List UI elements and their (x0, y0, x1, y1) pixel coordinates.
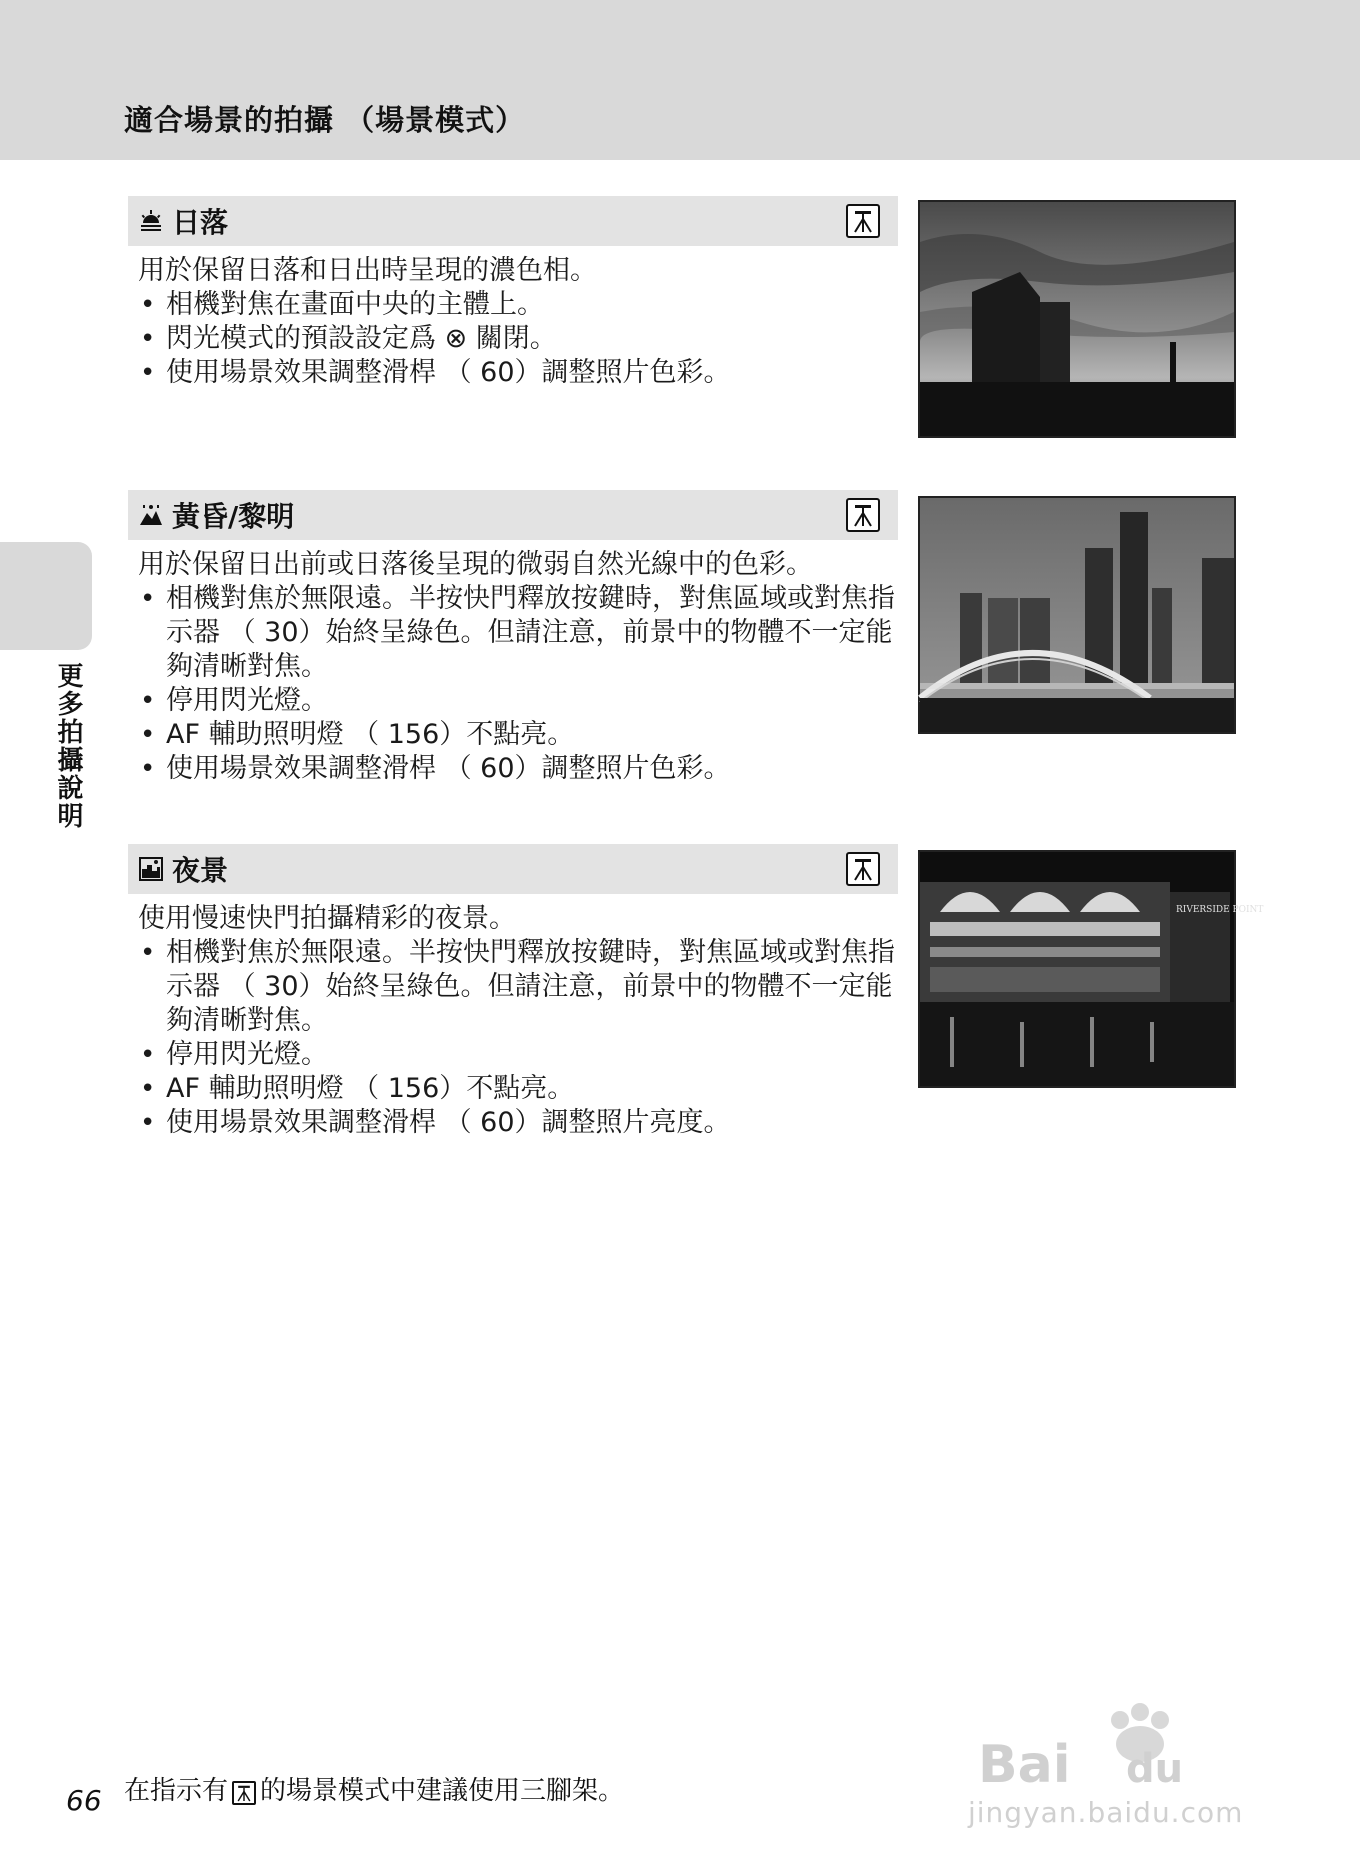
section-header (128, 844, 898, 894)
list-item: • 使用場景效果調整滑桿 （ 60）調整照片色彩。 (138, 356, 898, 390)
list-item: • 停用閃光燈。 (138, 1038, 898, 1072)
list-item: • 停用閃光燈。 (138, 684, 898, 718)
bullet-list (138, 936, 898, 1140)
section-body (128, 902, 898, 1140)
section-intro: 使用慢速快門拍攝精彩的夜景。 (138, 903, 516, 934)
section-dusk-dawn (128, 490, 898, 786)
section-intro: 用於保留日出前或日落後呈現的微弱自然光線中的色彩。 (138, 549, 813, 580)
section-body (128, 548, 898, 786)
list-item: • 閃光模式的預設設定爲 ⊗ 關閉。 (138, 322, 898, 356)
side-tab-label: 更多拍攝說明 (53, 662, 83, 830)
section-intro: 用於保留日落和日出時呈現的濃色相。 (138, 255, 597, 286)
list-item: • 使用場景效果調整滑桿 （ 60）調整照片亮度。 (138, 1106, 898, 1140)
footer-note-after: 的場景模式中建議使用三腳架。 (260, 1776, 625, 1806)
side-tab (0, 542, 92, 650)
footer-note (124, 1770, 624, 1807)
bullet-list (138, 288, 898, 390)
dusk-photo (918, 496, 1236, 734)
section-header (128, 490, 898, 540)
baidu-watermark (968, 1700, 1298, 1840)
list-item: • 相機對焦於無限遠。半按快門釋放按鍵時，對焦區域或對焦指示器 （ 30）始終呈綠色。但請注意，前景中的物體不一定能夠清晰對焦。 (138, 582, 898, 684)
section-night-landscape (128, 844, 898, 1140)
section-title: 夜景 (172, 854, 229, 887)
svg-text:du: du (1126, 1746, 1184, 1792)
footer-note-before: 在指示有 (124, 1776, 229, 1806)
night-photo (918, 850, 1264, 1088)
night-landscape-icon (138, 856, 164, 882)
page-number: 66 (66, 1784, 102, 1817)
tripod-icon (846, 498, 880, 532)
section-body (128, 254, 898, 390)
section-header (128, 196, 898, 246)
list-item: • 使用場景效果調整滑桿 （ 60）調整照片色彩。 (138, 752, 898, 786)
watermark-url: jingyan.baidu.com (968, 1796, 1244, 1829)
list-item: • AF 輔助照明燈 （ 156）不點亮。 (138, 1072, 898, 1106)
tripod-icon (846, 204, 880, 238)
sunset-icon (138, 208, 164, 234)
sunset-photo (918, 200, 1236, 438)
baidu-logo-icon (968, 1700, 1298, 1795)
page-title: 適合場景的拍攝 （場景模式） (124, 103, 526, 137)
section-title: 黃昏/黎明 (172, 500, 295, 533)
tripod-icon (846, 852, 880, 886)
section-title: 日落 (172, 206, 229, 239)
list-item: • AF 輔助照明燈 （ 156）不點亮。 (138, 718, 898, 752)
section-sunset (128, 196, 898, 390)
tripod-icon (232, 1781, 256, 1805)
list-item: • 相機對焦於無限遠。半按快門釋放按鍵時，對焦區域或對焦指示器 （ 30）始終呈綠色。但請注意，前景中的物體不一定能夠清晰對焦。 (138, 936, 898, 1038)
list-item: • 相機對焦在畫面中央的主體上。 (138, 288, 898, 322)
bullet-list (138, 582, 898, 786)
svg-text:Bai: Bai (978, 1735, 1071, 1795)
dusk-dawn-icon (138, 502, 164, 528)
photo-sign: RIVERSIDE POINT (1176, 905, 1264, 915)
